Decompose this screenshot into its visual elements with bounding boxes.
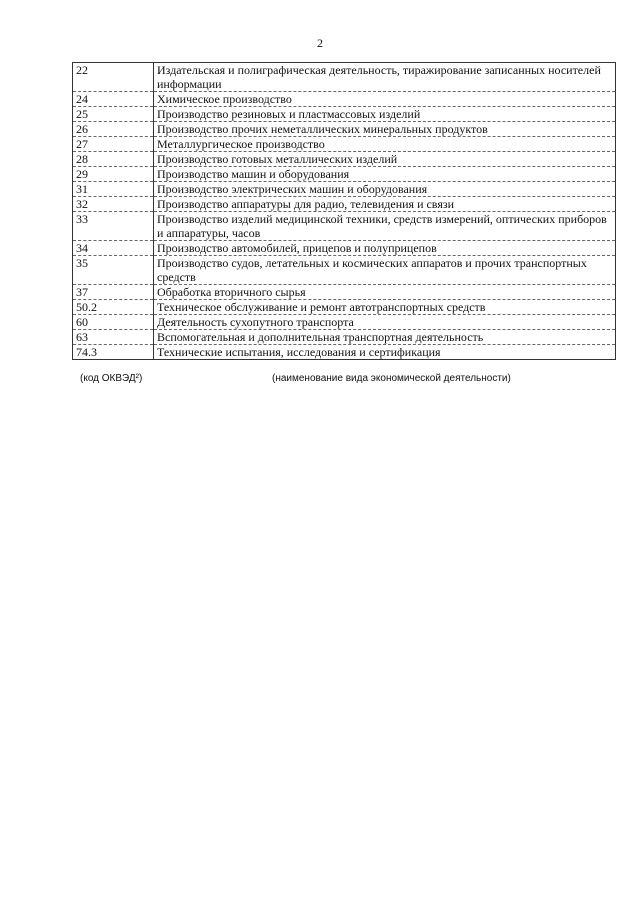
- okved-code-cell: 50.2: [73, 300, 154, 315]
- table-row: [73, 315, 616, 330]
- activity-name-cell: Производство резиновых и пластмассовых изделий: [154, 107, 616, 122]
- activity-name-cell: Производство автомобилей, прицепов и полуприцепов: [154, 241, 616, 256]
- activity-codes-table: [72, 62, 616, 360]
- table-row: [73, 182, 616, 197]
- okved-code-cell: 29: [73, 167, 154, 182]
- okved-code-cell: 31: [73, 182, 154, 197]
- okved-code-cell: 27: [73, 137, 154, 152]
- okved-code-cell: 32: [73, 197, 154, 212]
- table-row: [73, 330, 616, 345]
- table-row: [73, 285, 616, 300]
- okved-code-cell: 63: [73, 330, 154, 345]
- activity-name-cell: Металлургическое производство: [154, 137, 616, 152]
- okved-code-cell: 28: [73, 152, 154, 167]
- okved-code-cell: 26: [73, 122, 154, 137]
- okved-code-cell: 33: [73, 212, 154, 241]
- code-column-caption: (код ОКВЭД²): [80, 373, 143, 384]
- table-row: [73, 300, 616, 315]
- table-row: [73, 256, 616, 285]
- table-row: [73, 107, 616, 122]
- activity-name-cell: Вспомогательная и дополнительная транспортная деятельность: [154, 330, 616, 345]
- activity-name-cell: Химическое производство: [154, 92, 616, 107]
- okved-code-cell: 34: [73, 241, 154, 256]
- activity-name-cell: Техническое обслуживание и ремонт автотранспортных средств: [154, 300, 616, 315]
- activity-name-cell: Деятельность сухопутного транспорта: [154, 315, 616, 330]
- table-row: [73, 152, 616, 167]
- okved-code-cell: 35: [73, 256, 154, 285]
- activity-name-cell: Производство аппаратуры для радио, телевидения и связи: [154, 197, 616, 212]
- okved-code-cell: 60: [73, 315, 154, 330]
- activity-name-cell: Производство готовых металлических изделий: [154, 152, 616, 167]
- activity-name-cell: Издательская и полиграфическая деятельность, тиражирование записанных носителей информации: [154, 63, 616, 92]
- activity-name-cell: Производство прочих неметаллических минеральных продуктов: [154, 122, 616, 137]
- activity-name-cell: Производство машин и оборудования: [154, 167, 616, 182]
- table-row: [73, 63, 616, 92]
- table-body: [73, 63, 616, 360]
- activity-name-cell: Производство судов, летательных и космических аппаратов и прочих транспортных средств: [154, 256, 616, 285]
- table-row: [73, 197, 616, 212]
- table-row: [73, 212, 616, 241]
- name-column-caption: (наименование вида экономической деятельности): [272, 373, 511, 384]
- activity-name-cell: Производство изделий медицинской техники, средств измерений, оптических приборов и аппаратуры, часов: [154, 212, 616, 241]
- okved-code-cell: 24: [73, 92, 154, 107]
- table-row: [73, 167, 616, 182]
- okved-code-cell: 25: [73, 107, 154, 122]
- table-row: [73, 92, 616, 107]
- table-row: [73, 137, 616, 152]
- activity-name-cell: Технические испытания, исследования и сертификация: [154, 345, 616, 360]
- okved-code-cell: 37: [73, 285, 154, 300]
- okved-code-cell: 74.3: [73, 345, 154, 360]
- okved-code-cell: 22: [73, 63, 154, 92]
- page-number: 2: [317, 36, 323, 50]
- activity-name-cell: Обработка вторичного сырья: [154, 285, 616, 300]
- activity-name-cell: Производство электрических машин и оборудования: [154, 182, 616, 197]
- table-row: [73, 345, 616, 360]
- table-row: [73, 241, 616, 256]
- table-row: [73, 122, 616, 137]
